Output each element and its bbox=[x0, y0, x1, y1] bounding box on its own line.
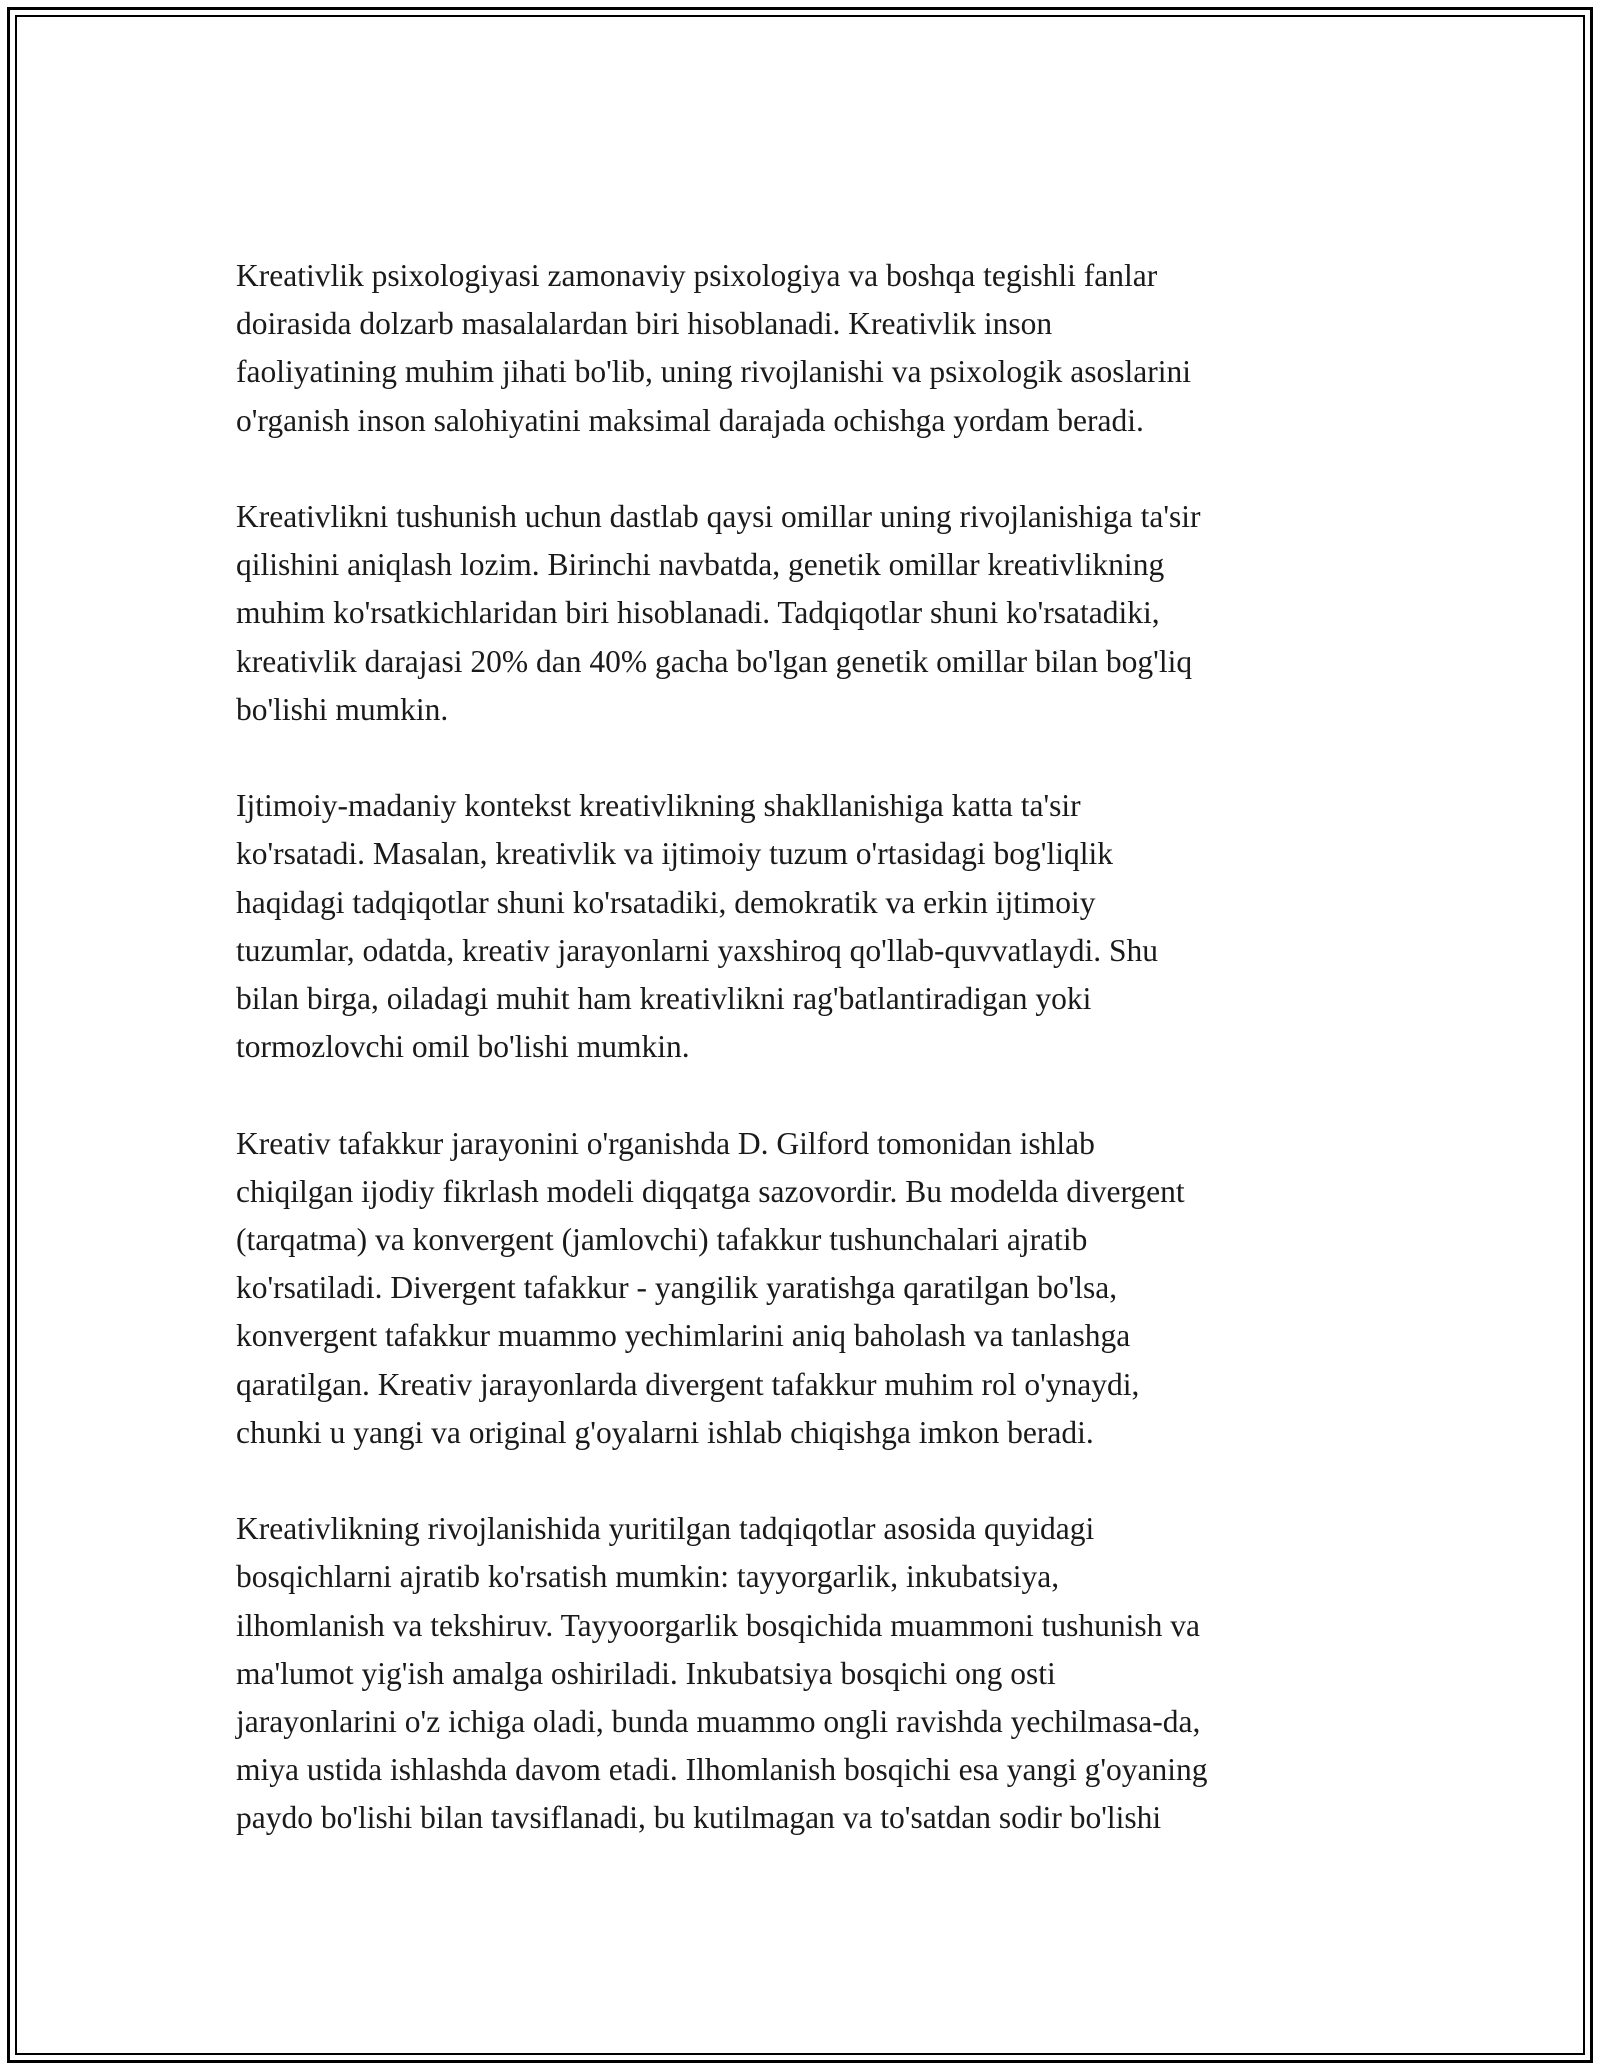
text-line: tuzumlar, odatda, kreativ jarayonlarni yaxshiroq qo'llab-quvvatlaydi. Shu bbox=[236, 932, 1159, 968]
text-line: chiqilgan ijodiy fikrlash modeli diqqatga sazovordir. Bu modelda divergent bbox=[236, 1173, 1185, 1209]
text-line: paydo bo'lishi bilan tavsiflanadi, bu kutilmagan va to'satdan sodir bo'lishi bbox=[236, 1800, 1162, 1836]
text-line: kreativlik darajasi 20% dan 40% gacha bo'lgan genetik omillar bilan bog'liq bbox=[236, 643, 1193, 679]
text-line: chunki u yangi va original g'oyalarni ishlab chiqishga imkon beradi. bbox=[236, 1414, 1094, 1450]
text-line: jarayonlarini o'z ichiga oladi, bunda muammo ongli ravishda yechilmasa-da, bbox=[236, 1704, 1201, 1740]
text-line: tormozlovchi omil bo'lishi mumkin. bbox=[236, 1029, 690, 1065]
text-line: ko'rsatadi. Masalan, kreativlik va ijtimoiy tuzum o'rtasidagi bog'liqlik bbox=[236, 836, 1113, 872]
paragraph-4 bbox=[236, 1120, 1386, 1457]
text-line: bo'lishi mumkin. bbox=[236, 691, 449, 727]
text-line: doirasida dolzarb masalalardan biri hisoblanadi. Kreativlik inson bbox=[236, 306, 1053, 342]
text-line: miya ustida ishlashda davom etadi. Ilhomlanish bosqichi esa yangi g'oyaning bbox=[236, 1752, 1208, 1788]
text-line: qilishini aniqlash lozim. Birinchi navbatda, genetik omillar kreativlikning bbox=[236, 547, 1165, 583]
text-line: konvergent tafakkur muammo yechimlarini aniq baholash va tanlashga bbox=[236, 1318, 1131, 1354]
text-line: Kreativlikni tushunish uchun dastlab qaysi omillar uning rivojlanishiga ta'sir bbox=[236, 499, 1201, 534]
text-line: qaratilgan. Kreativ jarayonlarda divergent tafakkur muhim rol o'ynaydi, bbox=[236, 1366, 1140, 1402]
text-line: Kreativlik psixologiyasi zamonaviy psixologiya va boshqa tegishli fanlar bbox=[236, 258, 1158, 293]
text-line: Kreativ tafakkur jarayonini o'rganishda D. Gilford tomonidan ishlab bbox=[236, 1125, 1095, 1161]
text-line: Kreativlikning rivojlanishida yuritilgan tadqiqotlar asosida quyidagi bbox=[236, 1511, 1095, 1547]
paragraph-2 bbox=[236, 493, 1386, 734]
paragraph-3 bbox=[236, 782, 1386, 1071]
text-line: bosqichlarni ajratib ko'rsatish mumkin: tayyorgarlik, inkubatsiya, bbox=[236, 1559, 1060, 1595]
text-line: o'rganish inson salohiyatini maksimal darajada ochishga yordam beradi. bbox=[236, 402, 1144, 438]
text-line: faoliyatining muhim jihati bo'lib, uning rivojlanishi va psixologik asoslarini bbox=[236, 354, 1191, 390]
text-line: ilhomlanish va tekshiruv. Tayyoorgarlik bosqichida muammoni tushunish va bbox=[236, 1607, 1200, 1643]
text-line: (tarqatma) va konvergent (jamlovchi) tafakkur tushunchalari ajratib bbox=[236, 1222, 1088, 1258]
paragraph-5 bbox=[236, 1505, 1386, 1842]
document-body bbox=[236, 252, 1386, 1891]
paragraph-1 bbox=[236, 252, 1386, 445]
text-line: Ijtimoiy-madaniy kontekst kreativlikning shakllanishiga katta ta'sir bbox=[236, 788, 1081, 824]
text-line: haqidagi tadqiqotlar shuni ko'rsatadiki, demokratik va erkin ijtimoiy bbox=[236, 884, 1096, 920]
text-line: muhim ko'rsatkichlaridan biri hisoblanadi. Tadqiqotlar shuni ko'rsatadiki, bbox=[236, 595, 1160, 631]
text-line: ma'lumot yig'ish amalga oshiriladi. Inkubatsiya bosqichi ong osti bbox=[236, 1655, 1056, 1691]
text-line: ko'rsatiladi. Divergent tafakkur - yangilik yaratishga qaratilgan bo'lsa, bbox=[236, 1270, 1118, 1306]
text-line: bilan birga, oiladagi muhit ham kreativlikni rag'batlantiradigan yoki bbox=[236, 981, 1092, 1017]
